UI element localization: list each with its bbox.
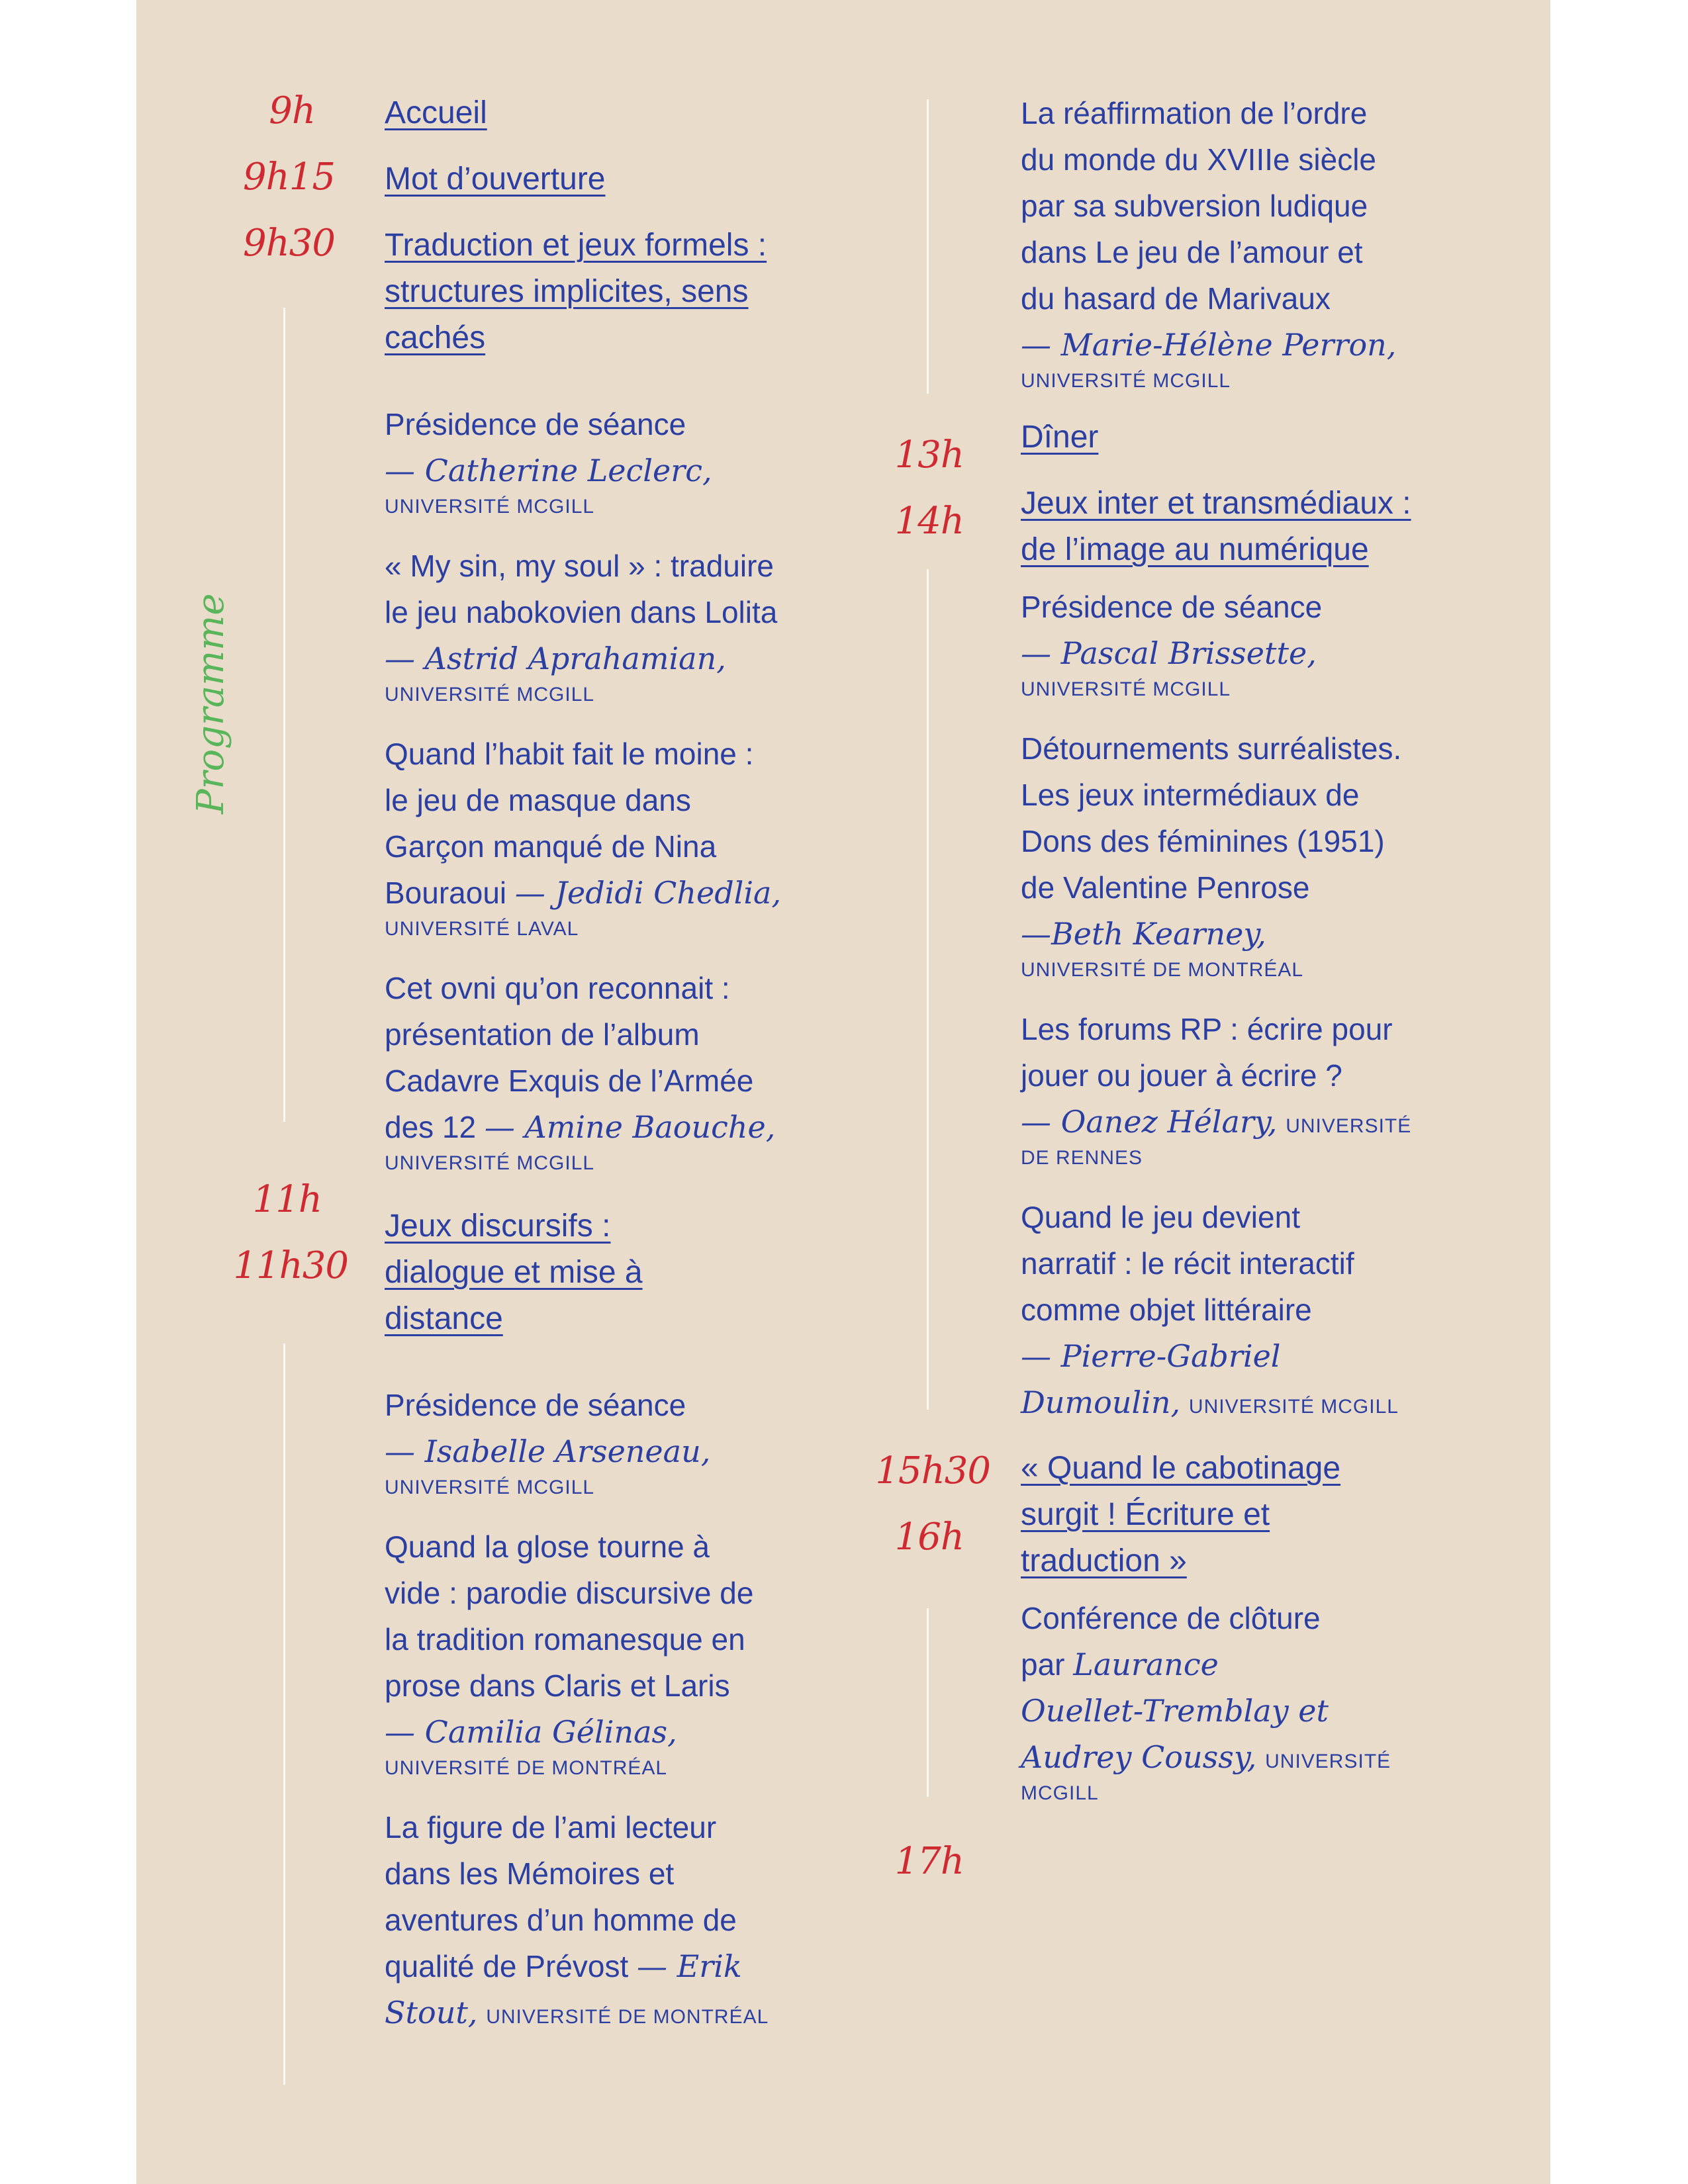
right-column	[1021, 90, 1511, 1807]
timeline-line-right-2	[927, 569, 929, 1410]
accueil-heading: Accueil	[385, 95, 487, 130]
talk-stout: La figure de l’ami lecteur dans les Mémoires et aventures d’un homme de qualité de Prévost — Erik Stout, UNIVERSITÉ DE MONTRÉAL	[385, 1810, 769, 2030]
talk-dumoulin: Quand le jeu devient narratif : le récit interactif comme objet littéraire — Pierre-Gabriel Dumoulin, UNIVERSITÉ MCGILL	[1021, 1200, 1399, 1420]
time-16h: 16h	[894, 1516, 964, 1559]
time-9h15: 9h15	[243, 156, 335, 199]
talk-perron: La réaffirmation de l’ordre du monde du XVIIIe siècle par sa subversion ludique dans Le jeu de l’amour et du hasard de Marivaux — Marie-Hélène Perron, UNIVERSITÉ MCGILL	[1021, 96, 1397, 392]
talk-chedlia: Quand l’habit fait le moine : le jeu de masque dans Garçon manqué de Nina Bouraoui — Jedidi Chedlia, UNIVERSITÉ LAVAL	[385, 737, 782, 940]
talk-baouche: Cet ovni qu’on reconnait : présentation de l’album Cadavre Exquis de l’Armée des 12 — Amine Baouche, UNIVERSITÉ MCGILL	[385, 971, 776, 1174]
time-17h: 17h	[894, 1840, 964, 1883]
session-3-chair: Présidence de séance — Pascal Brissette, UNIVERSITÉ MCGILL	[1021, 590, 1323, 700]
session-2-title: Jeux discursifs : dialogue et mise à distance	[385, 1208, 643, 1336]
time-11h30: 11h30	[233, 1244, 348, 1287]
time-11h: 11h	[252, 1178, 322, 1221]
session-2-chair: Présidence de séance — Isabelle Arseneau, UNIVERSITÉ MCGILL	[385, 1388, 711, 1498]
sidebar-label: Programme	[189, 593, 232, 814]
time-9h: 9h	[269, 89, 315, 132]
time-15h30: 15h30	[875, 1449, 990, 1492]
closing-lecture: Conférence de clôture par Laurance Ouellet-Tremblay et Audrey Coussy, UNIVERSITÉ MCGILL	[1021, 1601, 1391, 1804]
diner-heading: Dîner	[1021, 420, 1099, 455]
session-1-chair: Présidence de séance — Catherine Leclerc, UNIVERSITÉ MCGILL	[385, 407, 712, 518]
session-1-title: Traduction et jeux formels : structures implicites, sens cachés	[385, 228, 767, 355]
time-13h: 13h	[894, 433, 964, 477]
talk-gelinas: Quand la glose tourne à vide : parodie discursive de la tradition romanesque en prose dans Claris et Laris — Camilia Gélinas, UNIVERSITÉ DE MONTRÉAL	[385, 1529, 754, 1779]
time-14h: 14h	[894, 500, 964, 543]
time-9h30: 9h30	[243, 222, 335, 265]
ouverture-heading: Mot d’ouverture	[385, 161, 606, 197]
talk-kearney: Détournements surréalistes. Les jeux intermédiaux de Dons des féminines (1951) de Valentine Penrose —Beth Kearney, UNIVERSITÉ DE MONTRÉAL	[1021, 731, 1402, 981]
timeline-line-left-1	[283, 308, 285, 1122]
timeline-line-right-3	[927, 1608, 929, 1797]
left-column	[385, 90, 861, 2036]
session-3-title: Jeux inter et transmédiaux : de l’image au numérique	[1021, 486, 1411, 567]
timeline-line-right-1	[927, 99, 929, 394]
talk-aprahamian: « My sin, my soul » : traduire le jeu nabokovien dans Lolita — Astrid Aprahamian, UNIVERSITÉ MCGILL	[385, 549, 778, 705]
program-page	[136, 0, 1550, 2184]
talk-helary: Les forums RP : écrire pour jouer ou jouer à écrire ? — Oanez Hélary, UNIVERSITÉ DE RENNES	[1021, 1012, 1412, 1169]
timeline-line-left-2	[283, 1343, 285, 2085]
closing-title: « Quand le cabotinage surgit ! Écriture et traduction »	[1021, 1451, 1341, 1578]
